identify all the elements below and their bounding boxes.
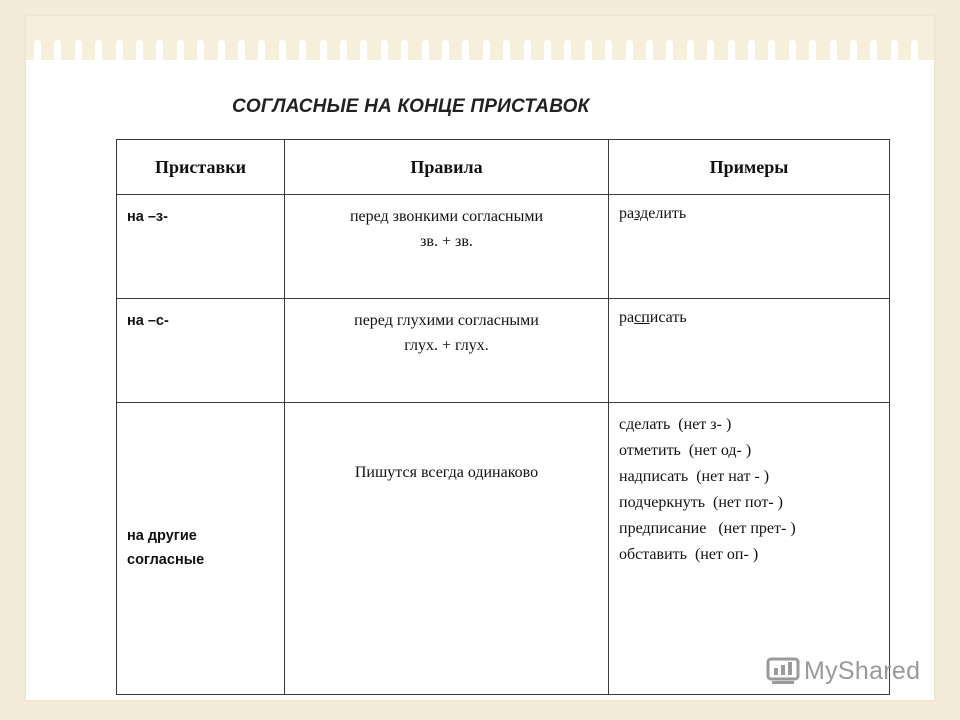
example-cell [609, 299, 890, 403]
myshared-logo-icon [766, 656, 800, 686]
binding-hole [177, 40, 184, 64]
example-word-end: елить [648, 205, 687, 222]
binding-hole [870, 40, 877, 64]
column-header-examples: Примеры [609, 140, 890, 195]
rule-formula: зв. + зв. [420, 232, 473, 250]
prefix-rules-table [116, 139, 890, 695]
binding-hole [768, 40, 775, 64]
binding-hole [422, 40, 429, 64]
binding-hole [299, 40, 306, 64]
page-title: СОГЛАСНЫЕ НА КОНЦЕ ПРИСТАВОК [232, 96, 590, 117]
binding-hole [544, 40, 551, 64]
binding-hole [850, 40, 857, 64]
binding-hole [891, 40, 898, 64]
example-highlighted-letters: сп [634, 309, 650, 326]
binding-hole [687, 40, 694, 64]
binding-hole [483, 40, 490, 64]
example-cell [609, 403, 890, 695]
binding-hole [258, 40, 265, 64]
column-header-rules: Правила [285, 140, 609, 195]
example-line: сделать (нет з- ) [619, 416, 732, 433]
binding-hole [54, 40, 61, 64]
binding-hole [442, 40, 449, 64]
binding-hole [136, 40, 143, 64]
rule-text: перед звонкими согласными [349, 208, 544, 225]
binding-hole [789, 40, 796, 64]
prefix-cell: на –з- [117, 195, 285, 299]
example-line: отметить (нет од- ) [619, 441, 752, 459]
example-highlighted-letters: зд [634, 205, 649, 222]
binding-hole [340, 40, 347, 64]
table-row [117, 299, 890, 403]
binding-hole [238, 40, 245, 64]
binding-hole [34, 40, 41, 64]
binding-hole [646, 40, 653, 64]
binding-hole [605, 40, 612, 64]
binding-hole [156, 40, 163, 64]
binding-hole [564, 40, 571, 64]
prefix-cell: на –с- [117, 299, 285, 403]
binding-hole [524, 40, 531, 64]
prefix-text-line: на другие [127, 527, 197, 544]
binding-hole [503, 40, 510, 64]
binding-hole [95, 40, 102, 64]
binding-hole [462, 40, 469, 64]
table-row [117, 403, 890, 695]
rule-cell [285, 195, 609, 299]
binding-hole [809, 40, 816, 64]
example-line: обставить (нет оп- ) [619, 545, 759, 563]
binding-hole [218, 40, 225, 64]
example-word-start: ра [619, 309, 635, 326]
binding-hole [381, 40, 388, 64]
binding-hole [748, 40, 755, 64]
example-word-end: исать [649, 309, 687, 326]
rule-cell [285, 299, 609, 403]
binding-hole [728, 40, 735, 64]
rule-text: перед глухими согласными [354, 312, 539, 329]
binding-hole [360, 40, 367, 64]
example-line: предписание (нет прет- ) [619, 519, 796, 537]
notebook-binding-strip [26, 16, 934, 60]
binding-hole [707, 40, 714, 64]
prefix-cell [117, 403, 285, 695]
binding-hole [197, 40, 204, 64]
binding-hole [585, 40, 592, 64]
binding-hole [666, 40, 673, 64]
table-row [117, 195, 890, 299]
myshared-watermark [766, 656, 920, 686]
binding-hole [320, 40, 327, 64]
binding-hole [116, 40, 123, 64]
example-line: надписать (нет нат - ) [619, 467, 770, 485]
binding-hole [279, 40, 286, 64]
binding-hole [830, 40, 837, 64]
prefix-text-line: согласные [127, 551, 205, 568]
binding-hole [75, 40, 82, 64]
binding-hole [401, 40, 408, 64]
example-line: подчеркнуть (нет пот- ) [619, 493, 783, 511]
table-header-row [117, 140, 890, 195]
binding-hole [626, 40, 633, 64]
example-cell [609, 195, 890, 299]
watermark-text: MyShared [804, 656, 921, 685]
example-word-start: ра [619, 205, 635, 222]
rule-formula: глух. + глух. [404, 336, 489, 354]
rule-cell: Пишутся всегда одинаково [285, 403, 609, 695]
column-header-prefixes: Приставки [117, 140, 285, 195]
binding-hole [911, 40, 918, 64]
